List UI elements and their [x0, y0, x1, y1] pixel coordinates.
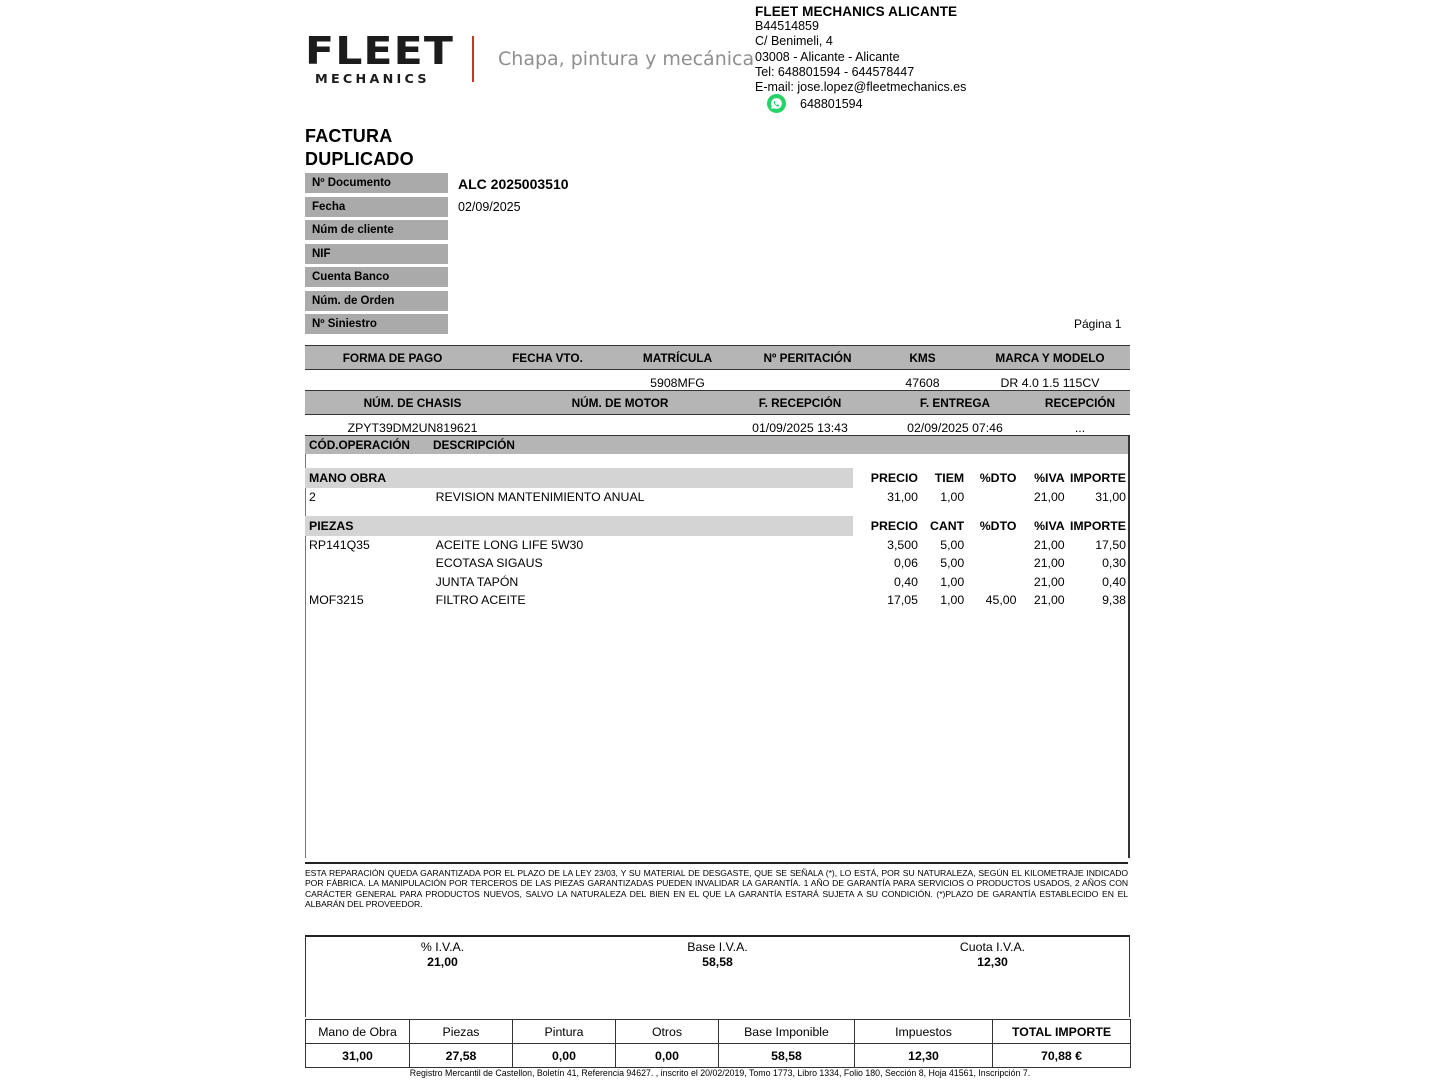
table-header-row	[305, 391, 1130, 415]
meta-value: ALC 2025003510	[458, 175, 569, 192]
table-cell: DR 4.0 1.5 115CV	[970, 370, 1130, 396]
line-item-importe: 9,38	[1102, 593, 1126, 608]
table-cell: 02/09/2025 07:46	[880, 415, 1030, 441]
tax-summary-value: 58,58	[702, 955, 733, 969]
line-item-code: MOF3215	[309, 593, 364, 608]
logo-tagline: Chapa, pintura y mecánica	[498, 47, 755, 70]
totals-column-header: Pintura	[513, 1020, 616, 1044]
line-item-description: JUNTA TAPÓN	[435, 574, 519, 589]
line-item-importe: 0,30	[1102, 556, 1126, 571]
section-column-header: TIEM	[934, 471, 965, 485]
page-title: FACTURA	[305, 126, 393, 146]
invoice-meta	[305, 172, 1135, 337]
page-subtitle: DUPLICADO	[305, 149, 414, 169]
tax-summary-value: 12,30	[977, 955, 1008, 969]
company-city: 03008 - Alicante - Alicante	[755, 49, 900, 64]
line-item-dto: 45,00	[985, 593, 1017, 608]
line-item-description: ACEITE LONG LIFE 5W30	[435, 537, 584, 552]
totals-cell: 12,30	[855, 1044, 993, 1068]
column-header: FORMA DE PAGO	[305, 346, 480, 370]
totals-header-row	[306, 1020, 1131, 1044]
line-item-precio: 0,06	[894, 556, 918, 571]
document-title-block	[305, 125, 414, 171]
meta-label: NIF	[305, 244, 448, 265]
line-item-precio: 31,00	[887, 490, 918, 505]
line-item-importe: 31,00	[1095, 490, 1126, 505]
line-item-description: REVISION MANTENIMIENTO ANUAL	[435, 490, 645, 505]
line-item-row	[305, 591, 1130, 610]
section-label: MANO OBRA	[305, 468, 436, 488]
section-column-header: CANT	[930, 518, 965, 533]
line-item-row	[305, 488, 1130, 507]
table-cell: 01/09/2025 13:43	[720, 415, 880, 441]
line-item-code	[305, 554, 436, 573]
meta-row	[305, 219, 1135, 243]
totals-cell: 31,00	[306, 1044, 410, 1068]
vehicle-table-secondary	[305, 390, 1130, 441]
line-item-description: FILTRO ACEITE	[435, 593, 526, 608]
line-item-code: RP141Q35	[309, 537, 370, 552]
company-logo	[305, 29, 755, 86]
line-item-dto	[964, 554, 1016, 573]
line-item-dto	[964, 573, 1016, 592]
section-label: PIEZAS	[305, 516, 436, 536]
document-header	[305, 4, 1135, 124]
column-header: FECHA VTO.	[480, 346, 615, 370]
section-column-header: IMPORTE	[1069, 471, 1126, 485]
tax-summary	[305, 940, 1130, 970]
logo-mark	[305, 29, 454, 86]
tax-summary-label: Cuota I.V.A.	[959, 940, 1026, 954]
tax-summary-value: 21,00	[427, 955, 458, 969]
company-details	[755, 4, 966, 95]
totals-column-header: Piezas	[410, 1020, 513, 1044]
totals-cell: 58,58	[719, 1044, 855, 1068]
line-item-cant: 1,00	[940, 574, 965, 589]
line-item-code	[305, 573, 436, 592]
vehicle-table-primary	[305, 345, 1130, 396]
totals-cell: 70,88 €	[993, 1044, 1131, 1068]
company-vat-id: B44514859	[755, 19, 819, 34]
line-item-row	[305, 554, 1130, 573]
meta-row	[305, 196, 1135, 220]
whatsapp-contact	[767, 94, 863, 113]
company-phones: Tel: 648801594 - 644578447	[755, 64, 915, 79]
line-item-row	[305, 573, 1130, 592]
section-label-filler	[436, 468, 853, 488]
whatsapp-number: 648801594	[800, 96, 863, 111]
totals-value-row	[306, 1044, 1131, 1068]
meta-label: Nº Siniestro	[305, 314, 448, 335]
totals-column-header: Impuestos	[855, 1020, 993, 1044]
meta-row	[305, 266, 1135, 290]
totals-cell: 0,00	[513, 1044, 616, 1068]
totals-cell: 0,00	[616, 1044, 719, 1068]
table-header-row	[305, 346, 1130, 370]
section-column-header: %DTO	[979, 518, 1017, 533]
totals-column-header: TOTAL IMPORTE	[993, 1020, 1131, 1044]
line-item-precio: 17,05	[887, 593, 918, 608]
section-column-header: IMPORTE	[1069, 518, 1126, 533]
table-cell: 47608	[875, 370, 970, 396]
tax-summary-column	[580, 940, 855, 970]
column-header: F. ENTREGA	[880, 391, 1030, 415]
table-cell: 5908MFG	[615, 370, 740, 396]
line-item-iva: 21,00	[1033, 593, 1065, 608]
table-cell: ...	[1030, 415, 1130, 441]
page-number: Página 1	[1074, 317, 1122, 331]
section-column-header: %IVA	[1034, 518, 1065, 533]
line-item-precio: 3,500	[887, 537, 918, 552]
column-header: KMS	[875, 346, 970, 370]
line-item-cant: 5,00	[940, 537, 965, 552]
meta-row	[305, 290, 1135, 314]
company-street: C/ Benimeli, 4	[755, 34, 833, 49]
logo-divider	[472, 36, 474, 82]
totals-table	[305, 1019, 1131, 1068]
section-header-row	[305, 468, 1130, 488]
items-header-code: CÓD.OPERACIÓN	[309, 438, 410, 452]
logo-wordmark: FLEET	[305, 29, 454, 73]
warranty-legal-text: ESTA REPARACIÓN QUEDA GARANTIZADA POR EL PLAZO DE LA LEY 23/03, Y SU MATERIAL DE DESGASTE, QUE SE SEÑALA (*), LO ESTÁ, POR SU NATURALEZA, SEGÚN EL KILOMETRAJE INDICADO POR FÁBRICA. LA MANIPULACIÓN POR TERCEROS DE LAS PIEZAS GARANTIZADAS PUEDEN INVALIDAR LA GARANTÍA. 1 AÑO DE GARANTÍA PARA SERVICIOS O PRODUCTOS USADOS, 2 AÑOS CON CARÁCTER GENERAL PARA PRODUCTOS NUEVOS, SALVO LA NATURALEZA DEL BIEN EN EL QUE LA GARANTÍA ESTARÁ SUJETA A SU CONDICIÓN. (*)PLAZO DE GARANTÍA ESTABLECIDO EN EL ALBARÁN DEL PROVEEDOR.	[305, 862, 1128, 910]
items-header-description: DESCRIPCIÓN	[433, 438, 515, 452]
line-item-code: 2	[309, 490, 316, 505]
section-label-filler	[436, 516, 853, 536]
table-cell: ZPYT39DM2UN819621	[305, 415, 520, 441]
company-email: E-mail: jose.lopez@fleetmechanics.es	[755, 80, 967, 95]
meta-row	[305, 172, 1135, 196]
logo-submark: MECHANICS	[315, 71, 431, 86]
section-header-row	[305, 516, 1130, 536]
spacer-cell	[305, 507, 1130, 516]
meta-row	[305, 313, 1135, 337]
meta-label: Fecha	[305, 197, 448, 218]
line-item-precio: 0,40	[894, 574, 918, 589]
whatsapp-icon	[767, 94, 786, 113]
column-header: Nº PERITACIÓN	[740, 346, 875, 370]
column-header: MARCA Y MODELO	[970, 346, 1130, 370]
meta-row	[305, 243, 1135, 267]
meta-label: Cuenta Banco	[305, 267, 448, 288]
totals-column-header: Otros	[616, 1020, 719, 1044]
line-item-importe: 17,50	[1095, 537, 1126, 552]
column-header: MATRÍCULA	[615, 346, 740, 370]
column-header: NÚM. DE CHASIS	[305, 391, 520, 415]
meta-value: 02/09/2025	[458, 200, 521, 215]
line-item-cant: 1,00	[940, 490, 965, 505]
column-header: RECEPCIÓN	[1030, 391, 1130, 415]
tax-summary-label: % I.V.A.	[420, 940, 465, 954]
line-item-importe: 0,40	[1102, 574, 1126, 589]
totals-column-header: Mano de Obra	[306, 1020, 410, 1044]
line-item-iva: 21,00	[1033, 537, 1065, 552]
meta-label: Nº Documento	[305, 173, 448, 194]
line-item-cant: 1,00	[940, 593, 965, 608]
section-column-header: PRECIO	[870, 518, 918, 533]
line-item-cant: 5,00	[940, 556, 965, 571]
section-column-header: %IVA	[1034, 471, 1065, 485]
mercantile-registry-note: Registro Mercantil de Castellon, Boletín 41, Referencia 94627. , inscrito el 20/02/2019, Tomo 1773, Libro 1334, Folio 180, Sección 8, Hoja 41561, Inscripción 7.	[409, 1068, 1031, 1078]
meta-label: Núm. de Orden	[305, 291, 448, 312]
meta-label: Núm de cliente	[305, 220, 448, 241]
section-column-header: %DTO	[979, 471, 1017, 485]
column-header: NÚM. DE MOTOR	[520, 391, 720, 415]
totals-column-header: Base Imponible	[719, 1020, 855, 1044]
line-item-iva: 21,00	[1033, 556, 1065, 571]
tax-summary-column	[855, 940, 1130, 970]
line-items-table	[305, 468, 1130, 610]
line-item-description: ECOTASA SIGAUS	[435, 556, 543, 571]
line-item-iva: 21,00	[1033, 574, 1065, 589]
tax-summary-label: Base I.V.A.	[687, 940, 748, 954]
items-header-band	[305, 435, 1130, 454]
tax-summary-column	[305, 940, 580, 970]
line-item-dto	[964, 488, 1016, 507]
company-name: FLEET MECHANICS ALICANTE	[755, 4, 958, 19]
line-item-dto	[964, 536, 1016, 555]
line-item-iva: 21,00	[1033, 490, 1065, 505]
line-item-row	[305, 536, 1130, 555]
column-header: F. RECEPCIÓN	[720, 391, 880, 415]
section-column-header: PRECIO	[870, 471, 918, 485]
totals-cell: 27,58	[410, 1044, 513, 1068]
section-spacer	[305, 507, 1130, 516]
